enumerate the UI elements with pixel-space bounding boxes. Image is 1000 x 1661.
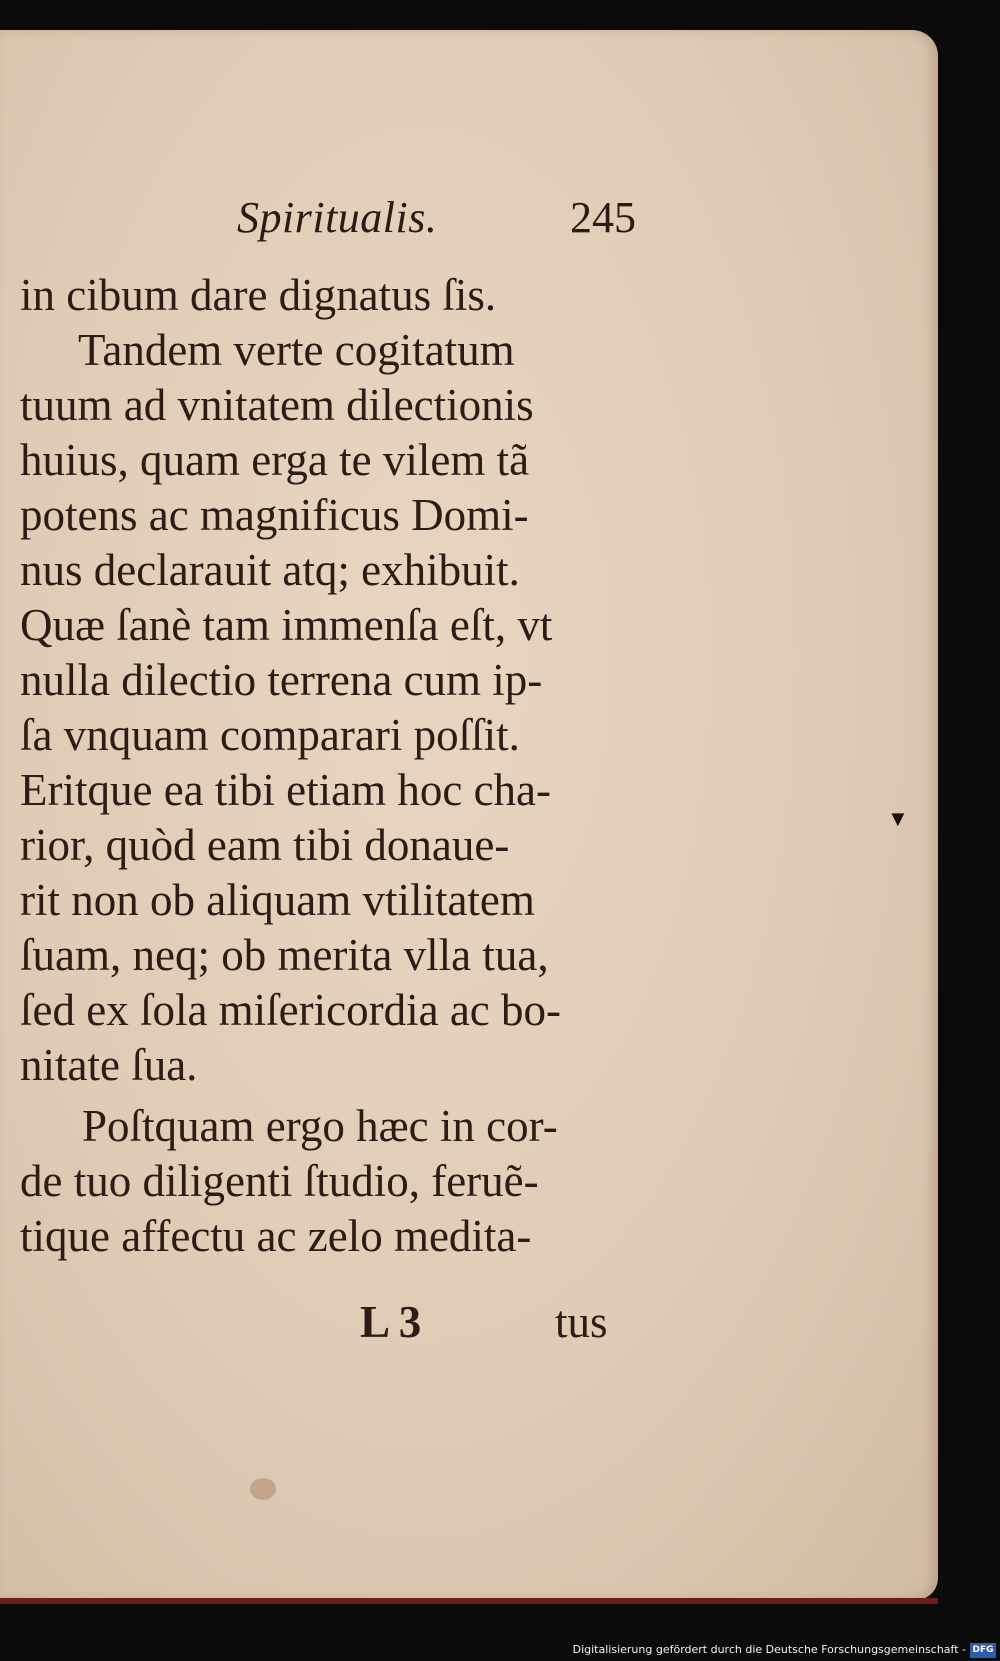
signature-mark: L 3 bbox=[360, 1297, 422, 1347]
paper-stain bbox=[250, 1478, 276, 1500]
margin-arrow-icon: ▼ bbox=[887, 806, 909, 831]
text-line: Eritque ea tibi etiam hoc cha- bbox=[20, 765, 552, 815]
text-line: tuum ad vnitatem dilectionis bbox=[20, 380, 534, 430]
catchword: tus bbox=[555, 1297, 608, 1347]
text-line: de tuo diligenti ſtudio, feruẽ- bbox=[20, 1156, 539, 1206]
text-line: nitate ſua. bbox=[20, 1040, 198, 1090]
credit-text: Digitalisierung gefördert durch die Deutsche Forschungsgemeinschaft - bbox=[572, 1643, 966, 1656]
text-line: ſuam, neq; ob merita vlla tua, bbox=[20, 930, 549, 980]
running-head bbox=[0, 192, 938, 252]
text-line: nus declarauit atq; exhibuit. bbox=[20, 545, 520, 595]
text-line: tique affectu ac zelo medita- bbox=[20, 1211, 532, 1261]
text-line: potens ac magnificus Domi- bbox=[20, 490, 529, 540]
text-line: ſed ex ſola miſericordia ac bo- bbox=[20, 985, 562, 1035]
text-line: Tandem verte cogitatum bbox=[78, 325, 515, 375]
signature-line bbox=[20, 1296, 640, 1356]
text-line: Quæ ſanè tam immenſa eſt, vt bbox=[20, 600, 553, 650]
text-line: rior, quòd eam tibi donaue- bbox=[20, 820, 510, 870]
dfg-logo: DFG bbox=[970, 1643, 996, 1658]
text-line: nulla dilectio terrena cum ip- bbox=[20, 655, 543, 705]
text-line: ſa vnquam comparari poſſit. bbox=[20, 710, 520, 760]
body-text bbox=[20, 268, 640, 1264]
text-line: Poſtquam ergo hæc in cor- bbox=[82, 1101, 558, 1151]
page-edge bbox=[0, 1598, 938, 1604]
digitization-credit-bar bbox=[0, 1640, 1000, 1661]
page-number: 245 bbox=[570, 193, 636, 242]
text-line: in cibum dare dignatus ſis. bbox=[20, 270, 497, 320]
running-title: Spiritualis. bbox=[237, 193, 438, 242]
text-line: rit non ob aliquam vtilitatem bbox=[20, 875, 535, 925]
text-line: huius, quam erga te vilem tã bbox=[20, 435, 530, 485]
